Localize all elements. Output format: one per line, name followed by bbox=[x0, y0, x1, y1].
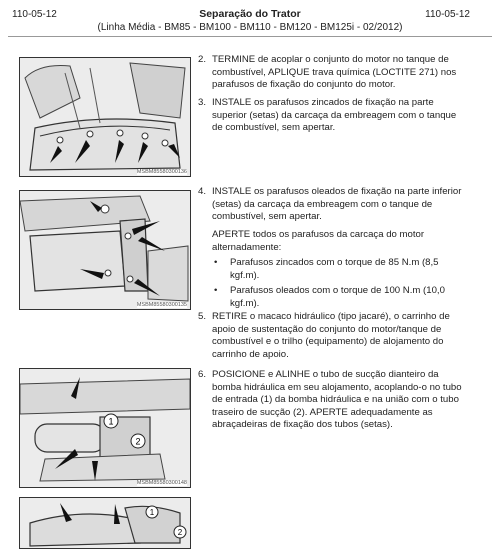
bullet-dot: • bbox=[214, 257, 218, 268]
step-number: 6. bbox=[198, 369, 207, 380]
step-4 bbox=[198, 186, 468, 224]
figure-engine-bottom-bolts bbox=[19, 190, 191, 310]
step-text: INSTALE os parafusos oleados de fixação na parte inferior (setas) da carcaça da embreagem com o tanque de combustível, sem apertar. bbox=[212, 186, 462, 223]
figure-engine-bottom-bolts-drawing bbox=[20, 191, 190, 309]
figure-code: MSBM85580300135 bbox=[136, 302, 187, 308]
page-title: Separação do Trator bbox=[199, 8, 301, 20]
header-code-right: 110-05-12 bbox=[425, 9, 470, 20]
figure-label-2: 2 bbox=[177, 528, 183, 537]
header-divider bbox=[8, 36, 492, 37]
bullet-dot: • bbox=[214, 285, 218, 296]
header-code-left: 110-05-12 bbox=[12, 9, 57, 20]
figure-suction-tube-drawing bbox=[20, 369, 190, 487]
step-number: 5. bbox=[198, 311, 207, 322]
step-text: INSTALE os parafusos zincados de fixação na parte superior (setas) da carcaça da embreagem com o tanque de combustível, sem apertar. bbox=[212, 97, 457, 134]
torque-bullet-oil bbox=[212, 285, 468, 310]
step-text: RETIRE o macaco hidráulico (tipo jacaré), o carrinho de apoio de sustentação do conjunto do motor/tanque de combustível e o trilho (equipamento) de alojamento do carrinho de apoio. bbox=[212, 311, 450, 360]
step-6 bbox=[198, 369, 468, 432]
figure-label-1: 1 bbox=[108, 416, 114, 427]
figure-code: MSBM85580300148 bbox=[136, 480, 187, 486]
page-subtitle: (Linha Média - BM85 - BM100 - BM110 - BM120 - BM125i - 02/2012) bbox=[97, 22, 403, 33]
bullet-text: Parafusos oleados com o torque de 100 N.m (10,0 kgf.m). bbox=[230, 285, 445, 309]
step-5 bbox=[198, 311, 468, 361]
step-number: 2. bbox=[198, 54, 207, 65]
step-2 bbox=[198, 54, 468, 92]
torque-bullet-zinc bbox=[212, 257, 468, 282]
figure-label-1: 1 bbox=[149, 508, 155, 517]
figure-engine-top-bolts-drawing bbox=[20, 58, 190, 176]
figure-code: MSBM85580300136 bbox=[136, 169, 187, 175]
figure-suction-tube-detail bbox=[19, 497, 191, 549]
step-number: 3. bbox=[198, 97, 207, 108]
figure-suction-tube-detail-drawing bbox=[20, 498, 190, 548]
step-text: POSICIONE e ALINHE o tubo de sucção dianteiro da bomba hidráulica em seu alojamento, acoplando-o no tubo de entrada (1) da bomba hidráulica e na união com o tubo traseiro de sucção (2). APERTE adequadamente as abraçadeiras de fixação dos tubos (setas). bbox=[212, 369, 462, 431]
bullet-text: Parafusos zincados com o torque de 85 N.m (8,5 kgf.m). bbox=[230, 257, 439, 281]
figure-label-2: 2 bbox=[135, 436, 141, 447]
step-number: 4. bbox=[198, 186, 207, 197]
figure-engine-top-bolts bbox=[19, 57, 191, 177]
step-3 bbox=[198, 97, 468, 135]
figure-suction-tube bbox=[19, 368, 191, 488]
step-text: TERMINE de acoplar o conjunto do motor no tanque de combustível, APLIQUE trava química (LOCTITE 271) nos parafusos de fixação do conjunto do motor. bbox=[212, 54, 457, 91]
step-4-note: APERTE todos os parafusos da carcaça do motor alternadamente: bbox=[212, 229, 425, 253]
